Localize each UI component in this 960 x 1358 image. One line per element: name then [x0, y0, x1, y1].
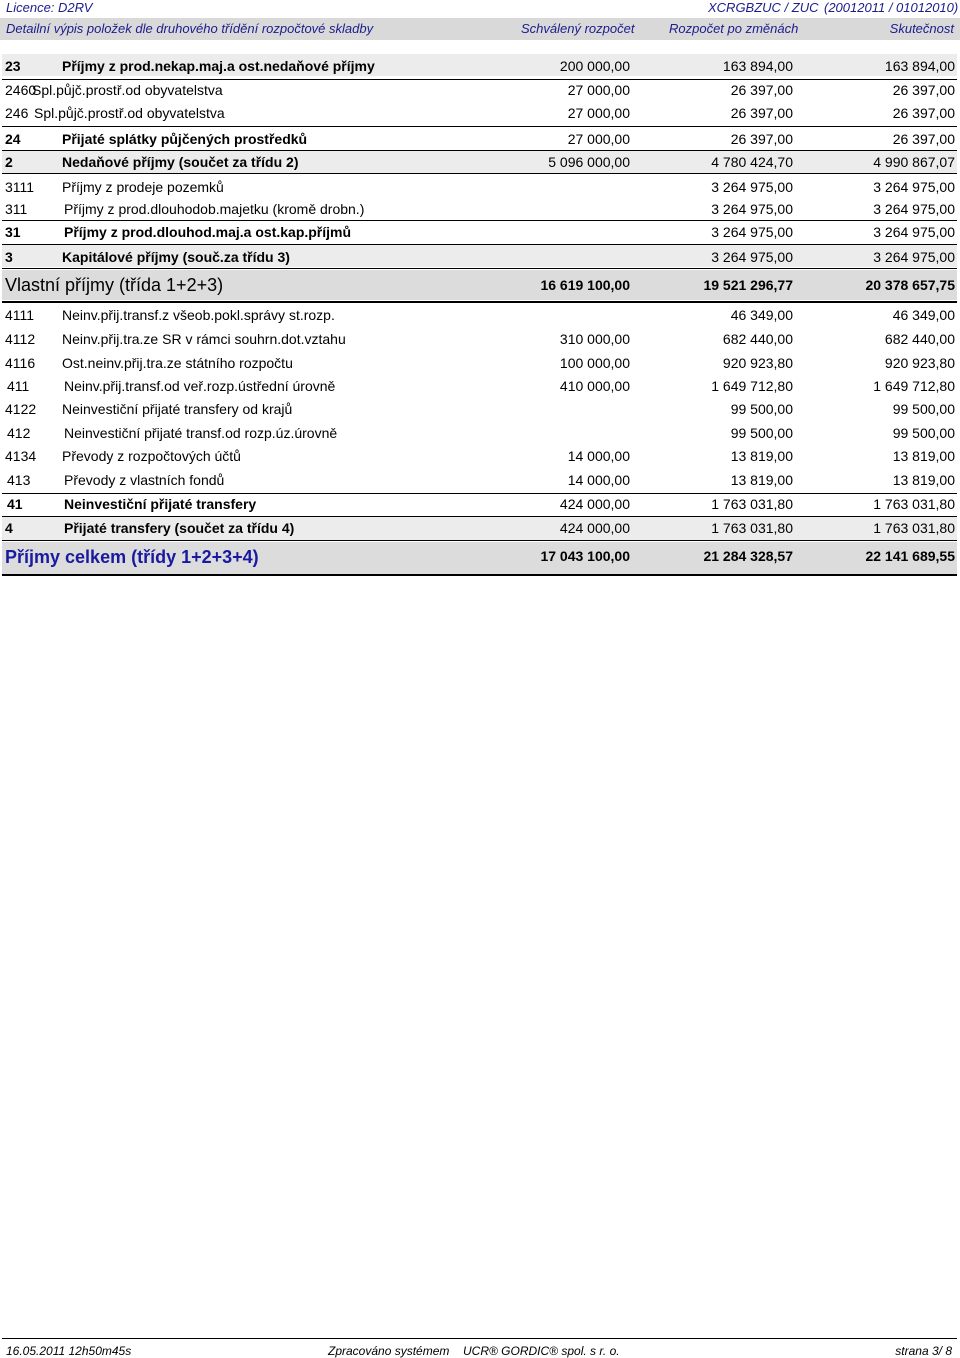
- row-actual: 1 649 712,80: [873, 378, 955, 394]
- row-code: 4111: [5, 307, 35, 323]
- table-row: [2, 354, 957, 374]
- table-row: [2, 330, 957, 350]
- row-approved: 27 000,00: [567, 131, 630, 147]
- row-name: Příjmy z prod.dlouhodob.majetku (kromě drobn.): [64, 201, 365, 217]
- row-name: Nedaňové příjmy (součet za třídu 2): [62, 154, 299, 170]
- row-approved: 100 000,00: [559, 355, 630, 371]
- row-actual: 3 264 975,00: [873, 179, 955, 195]
- table-row: [2, 54, 957, 76]
- row-divider: [2, 574, 957, 576]
- col-header-approved: Schválený rozpočet: [521, 21, 635, 36]
- row-actual: 26 397,00: [892, 105, 955, 121]
- row-name: Spl.půjč.prostř.od obyvatelstva: [34, 105, 225, 121]
- row-changed: 3 264 975,00: [711, 249, 793, 265]
- row-code: 41: [7, 496, 23, 512]
- row-approved: 310 000,00: [559, 331, 630, 347]
- row-code: 413: [7, 472, 31, 488]
- row-approved: 27 000,00: [567, 105, 630, 121]
- report-code: XCRGBZUC / ZUC: [708, 0, 819, 15]
- row-name: Spl.půjč.prostř.od obyvatelstva: [32, 82, 223, 98]
- col-header-actual: Skutečnost: [889, 21, 954, 36]
- row-actual: 20 378 657,75: [865, 277, 955, 293]
- row-approved: 17 043 100,00: [540, 548, 630, 564]
- row-code: 246: [5, 105, 29, 121]
- row-actual: 163 894,00: [884, 58, 955, 74]
- row-actual: 13 819,00: [892, 448, 955, 464]
- row-actual: 682 440,00: [884, 331, 955, 347]
- row-actual: 1 763 031,80: [873, 520, 955, 536]
- row-actual: 3 264 975,00: [873, 249, 955, 265]
- row-approved: 424 000,00: [559, 496, 630, 512]
- row-code: 4134: [5, 448, 37, 464]
- row-label: Příjmy celkem (třídy 1+2+3+4): [5, 547, 259, 567]
- row-name: Neinv.přij.transf.z všeob.pokl.správy st.rozp.: [62, 307, 335, 323]
- row-changed: 1 763 031,80: [711, 496, 793, 512]
- row-code: 3: [5, 249, 13, 265]
- row-code: 412: [7, 425, 31, 441]
- row-code: 2460: [5, 82, 37, 98]
- row-code: 4: [5, 520, 13, 536]
- row-actual: 46 349,00: [892, 307, 955, 323]
- column-header-bar: [0, 18, 960, 40]
- row-actual: 22 141 689,55: [865, 548, 955, 564]
- table-row: [2, 494, 957, 516]
- row-changed: 1 649 712,80: [711, 378, 793, 394]
- table-row: [2, 221, 957, 243]
- row-code: 4112: [5, 331, 36, 347]
- row-code: 23: [5, 58, 21, 74]
- row-changed: 682 440,00: [722, 331, 793, 347]
- subtotal-row-own-revenue: [2, 270, 957, 300]
- row-approved: 200 000,00: [559, 58, 630, 74]
- row-divider: [2, 79, 957, 80]
- table-row: [2, 104, 957, 124]
- row-approved: 16 619 100,00: [540, 277, 630, 293]
- row-name: Převody z vlastních fondů: [64, 472, 225, 488]
- footer-datetime: 16.05.2011 12h50m45s: [6, 1344, 132, 1358]
- row-changed: 26 397,00: [730, 131, 793, 147]
- row-approved: 410 000,00: [559, 378, 630, 394]
- row-name: Neinvestiční přijaté transfery od krajů: [62, 401, 293, 417]
- row-actual: 4 990 867,07: [873, 154, 955, 170]
- row-code: 311: [5, 201, 28, 217]
- row-name: Převody z rozpočtových účtů: [62, 448, 241, 464]
- row-code: 4116: [5, 355, 36, 371]
- row-label: Vlastní příjmy (třída 1+2+3): [5, 275, 224, 295]
- row-code: 24: [5, 131, 21, 147]
- licence-label: Licence: D2RV: [6, 0, 93, 15]
- row-changed: 1 763 031,80: [711, 520, 793, 536]
- row-changed: 3 264 975,00: [711, 179, 793, 195]
- row-changed: 26 397,00: [730, 82, 793, 98]
- row-divider: [2, 173, 957, 174]
- row-changed: 13 819,00: [730, 448, 793, 464]
- table-row: [2, 81, 957, 101]
- row-actual: 3 264 975,00: [873, 224, 955, 240]
- table-row: [2, 377, 957, 397]
- row-changed: 19 521 296,77: [703, 277, 793, 293]
- row-actual: 99 500,00: [892, 401, 955, 417]
- footer-system: UCR® GORDIC® spol. s r. o.: [463, 1344, 620, 1358]
- row-name: Příjmy z prod.dlouhod.maj.a ost.kap.příjmů: [64, 224, 352, 240]
- row-changed: 920 923,80: [722, 355, 793, 371]
- row-actual: 920 923,80: [884, 355, 955, 371]
- table-row: [2, 245, 957, 267]
- table-row: [2, 306, 957, 326]
- row-actual: 26 397,00: [892, 131, 955, 147]
- row-code: 3111: [5, 179, 35, 195]
- row-approved: 5 096 000,00: [548, 154, 630, 170]
- col-header-after-changes: Rozpočet po změnách: [669, 21, 799, 36]
- row-name: Neinvestiční přijaté transfery: [64, 496, 257, 512]
- row-name: Příjmy z prodeje pozemků: [62, 179, 224, 195]
- row-actual: 1 763 031,80: [873, 496, 955, 512]
- report-title: Detailní výpis položek dle druhového třídění rozpočtové skladby: [6, 21, 374, 36]
- row-approved: 14 000,00: [567, 448, 630, 464]
- row-actual: 99 500,00: [892, 425, 955, 441]
- row-name: Přijaté splátky půjčených prostředků: [62, 131, 308, 147]
- report-period: (20012011 / 01012010): [824, 0, 959, 15]
- row-code: 4122: [5, 401, 37, 417]
- row-name: Neinv.přij.transf.od veř.rozp.ústřední úrovně: [64, 378, 336, 394]
- report-header-top: [0, 0, 960, 14]
- row-changed: 3 264 975,00: [711, 224, 793, 240]
- grand-total-row: [2, 542, 957, 574]
- row-approved: 424 000,00: [559, 520, 630, 536]
- table-row: [2, 471, 957, 491]
- table-row: [2, 447, 957, 467]
- row-code: 2: [5, 154, 13, 170]
- row-changed: 99 500,00: [730, 425, 793, 441]
- row-changed: 46 349,00: [730, 307, 793, 323]
- row-name: Kapitálové příjmy (souč.za třídu 3): [62, 249, 290, 265]
- table-row: [2, 198, 957, 218]
- table-row: [2, 517, 957, 540]
- row-changed: 21 284 328,57: [703, 548, 793, 564]
- row-changed: 163 894,00: [722, 58, 793, 74]
- table-row: [2, 176, 957, 196]
- row-name: Přijaté transfery (součet za třídu 4): [64, 520, 295, 536]
- table-row: [2, 127, 957, 149]
- row-name: Ost.neinv.přij.tra.ze státního rozpočtu: [62, 355, 293, 371]
- row-divider: [2, 301, 957, 303]
- row-actual: 3 264 975,00: [873, 201, 955, 217]
- page-footer: [0, 1342, 960, 1358]
- row-code: 411: [7, 378, 30, 394]
- footer-divider: [2, 1338, 957, 1339]
- row-name: Příjmy z prod.nekap.maj.a ost.nedaňové příjmy: [62, 58, 375, 74]
- row-changed: 3 264 975,00: [711, 201, 793, 217]
- row-approved: 27 000,00: [567, 82, 630, 98]
- row-name: Neinvestiční přijaté transf.od rozp.úz.úrovně: [64, 425, 338, 441]
- table-row: [2, 424, 957, 444]
- row-divider: [2, 540, 957, 541]
- row-name: Neinv.přij.tra.ze SR v rámci souhrn.dot.vztahu: [62, 331, 346, 347]
- row-code: 31: [5, 224, 21, 240]
- row-changed: 26 397,00: [730, 105, 793, 121]
- row-changed: 99 500,00: [730, 401, 793, 417]
- row-actual: 26 397,00: [892, 82, 955, 98]
- table-row: [2, 151, 957, 173]
- row-changed: 4 780 424,70: [711, 154, 793, 170]
- row-approved: 14 000,00: [567, 472, 630, 488]
- row-divider: [2, 268, 957, 269]
- table-row: [2, 400, 957, 420]
- footer-processed-label: Zpracováno systémem: [328, 1344, 450, 1358]
- row-changed: 13 819,00: [730, 472, 793, 488]
- row-actual: 13 819,00: [892, 472, 955, 488]
- footer-page-number: strana 3/ 8: [895, 1344, 952, 1358]
